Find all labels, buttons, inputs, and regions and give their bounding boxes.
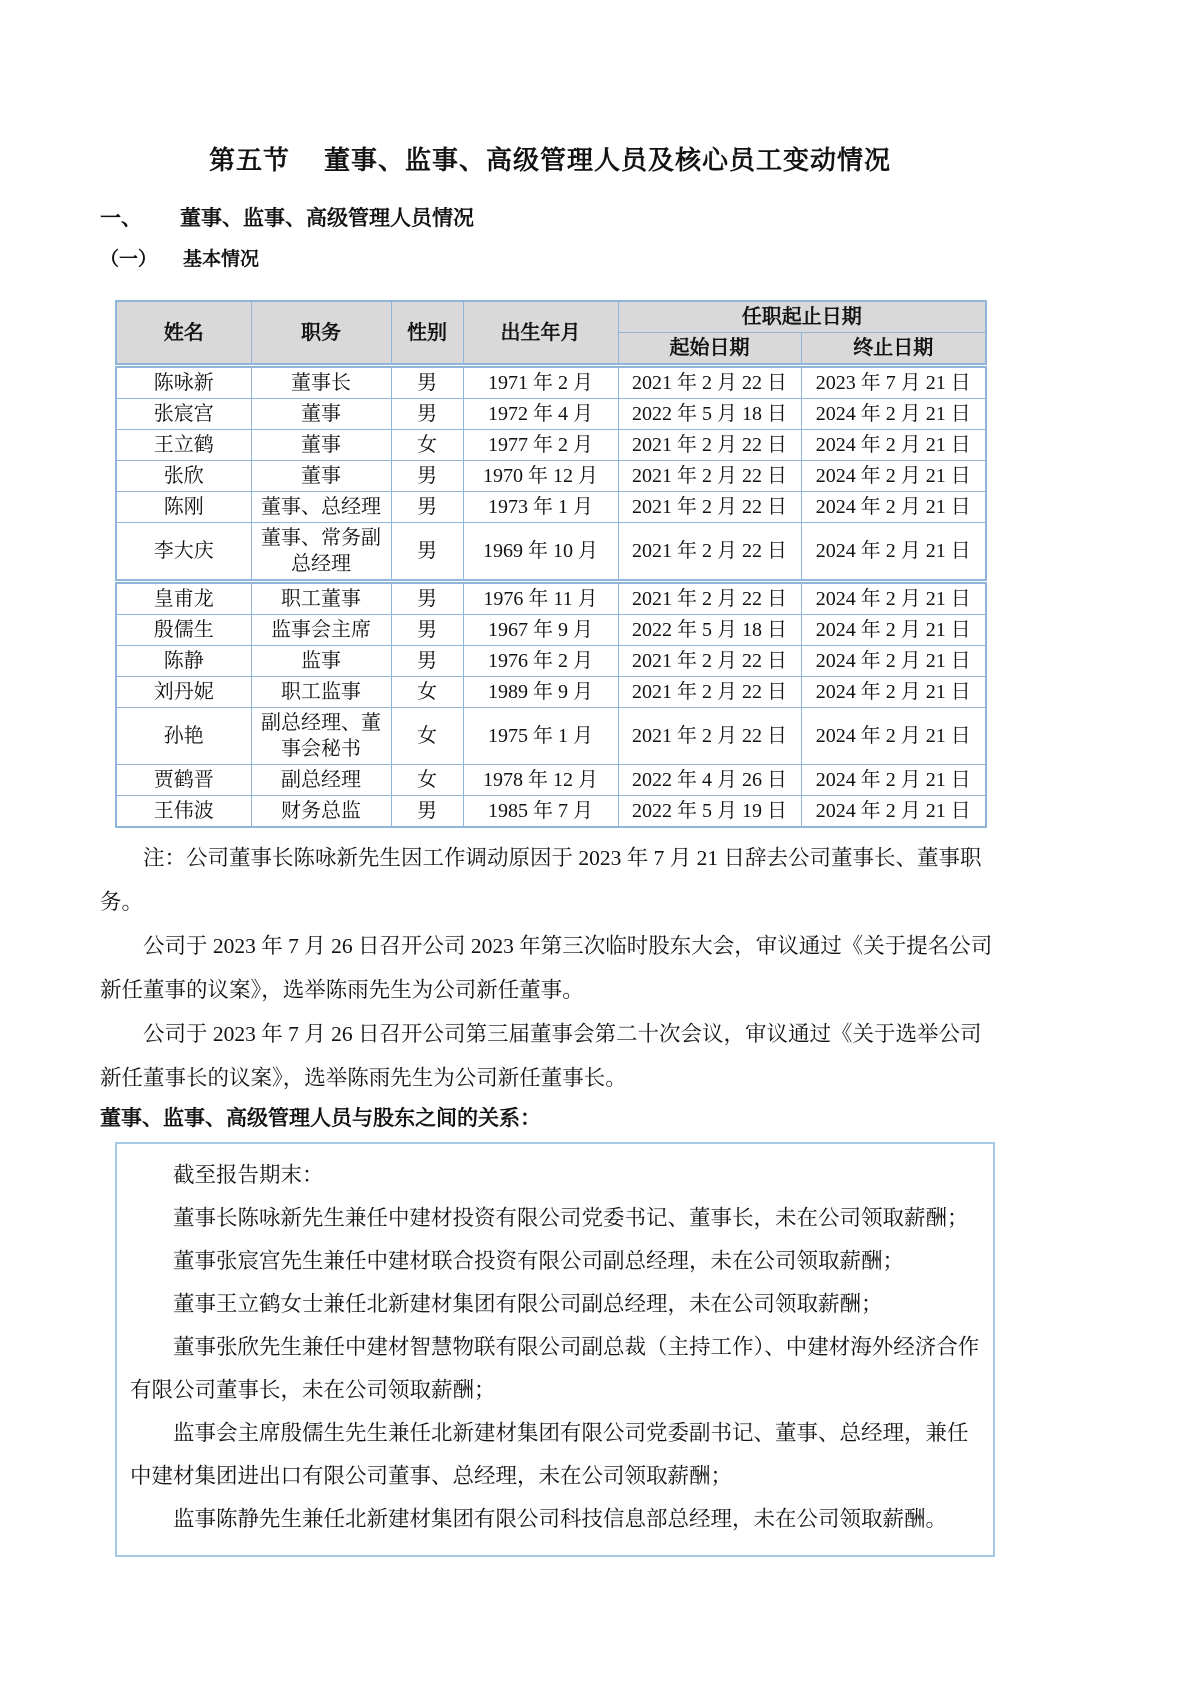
cell-position: 监事会主席 <box>251 615 391 646</box>
table-row <box>116 430 986 461</box>
cell-end-date: 2024 年 2 月 21 日 <box>801 523 986 582</box>
subsection-number: （一） <box>100 249 158 270</box>
note-paragraph: 注：公司董事长陈咏新先生因工作调动原因于 2023 年 7 月 21 日辞去公司董事长、董事职务。 <box>100 846 982 914</box>
cell-start-date: 2021 年 2 月 22 日 <box>618 492 801 523</box>
cell-birth: 1975 年 1 月 <box>463 708 618 765</box>
cell-name: 陈咏新 <box>116 366 251 399</box>
cell-position: 董事、总经理 <box>251 492 391 523</box>
table-row <box>116 492 986 523</box>
table-row <box>116 708 986 765</box>
cell-name: 殷儒生 <box>116 615 251 646</box>
cell-start-date: 2021 年 2 月 22 日 <box>618 646 801 677</box>
cell-birth: 1973 年 1 月 <box>463 492 618 523</box>
officers-table <box>115 300 987 828</box>
cell-end-date: 2024 年 2 月 21 日 <box>801 399 986 430</box>
cell-end-date: 2024 年 2 月 21 日 <box>801 796 986 828</box>
cell-gender: 男 <box>391 461 463 492</box>
col-position: 职务 <box>251 301 391 366</box>
col-birth: 出生年月 <box>463 301 618 366</box>
subsection-heading <box>100 246 1000 274</box>
cell-name: 陈刚 <box>116 492 251 523</box>
table-row <box>116 646 986 677</box>
cell-name: 陈静 <box>116 646 251 677</box>
cell-gender: 男 <box>391 582 463 615</box>
cell-position: 副总经理 <box>251 765 391 796</box>
table-row <box>116 461 986 492</box>
relation-paragraph: 董事张欣先生兼任中建材智慧物联有限公司副总裁（主持工作）、中建材海外经济合作有限公司董事长，未在公司领取薪酬； <box>130 1335 980 1402</box>
relations-box <box>115 1142 995 1557</box>
cell-position: 董事长 <box>251 366 391 399</box>
cell-gender: 男 <box>391 646 463 677</box>
cell-gender: 女 <box>391 677 463 708</box>
cell-gender: 男 <box>391 399 463 430</box>
relation-paragraph: 董事王立鹤女士兼任北新建材集团有限公司副总经理，未在公司领取薪酬； <box>173 1292 883 1316</box>
cell-position: 财务总监 <box>251 796 391 828</box>
cell-gender: 女 <box>391 765 463 796</box>
section-label: 董事、监事、高级管理人员情况 <box>180 207 474 230</box>
relation-paragraph: 监事会主席殷儒生先生兼任北新建材集团有限公司党委副书记、董事、总经理，兼任中建材集团进出口有限公司董事、总经理，未在公司领取薪酬； <box>130 1421 969 1488</box>
table-row <box>116 399 986 430</box>
table-row <box>116 796 986 828</box>
cell-position: 职工监事 <box>251 677 391 708</box>
subsection-label: 基本情况 <box>183 249 260 270</box>
cell-end-date: 2024 年 2 月 21 日 <box>801 492 986 523</box>
cell-start-date: 2022 年 5 月 19 日 <box>618 796 801 828</box>
cell-gender: 女 <box>391 430 463 461</box>
relation-paragraph: 监事陈静先生兼任北新建材集团有限公司科技信息部总经理，未在公司领取薪酬。 <box>173 1507 948 1531</box>
cell-position: 董事 <box>251 430 391 461</box>
cell-name: 贾鹤晋 <box>116 765 251 796</box>
cell-start-date: 2021 年 2 月 22 日 <box>618 430 801 461</box>
table-row <box>116 366 986 399</box>
cell-start-date: 2021 年 2 月 22 日 <box>618 366 801 399</box>
cell-birth: 1970 年 12 月 <box>463 461 618 492</box>
cell-end-date: 2024 年 2 月 21 日 <box>801 708 986 765</box>
note-paragraph: 公司于 2023 年 7 月 26 日召开公司 2023 年第三次临时股东大会，审议通过《关于提名公司新任董事的议案》，选举陈雨先生为公司新任董事。 <box>100 934 993 1002</box>
cell-position: 董事、常务副总经理 <box>251 523 391 582</box>
col-name: 姓名 <box>116 301 251 366</box>
cell-name: 王伟波 <box>116 796 251 828</box>
cell-gender: 女 <box>391 708 463 765</box>
cell-gender: 男 <box>391 523 463 582</box>
table-row <box>116 765 986 796</box>
cell-start-date: 2021 年 2 月 22 日 <box>618 461 801 492</box>
cell-start-date: 2022 年 4 月 26 日 <box>618 765 801 796</box>
cell-birth: 1976 年 2 月 <box>463 646 618 677</box>
cell-birth: 1976 年 11 月 <box>463 582 618 615</box>
cell-position: 副总经理、董事会秘书 <box>251 708 391 765</box>
col-start-date: 起始日期 <box>618 333 801 366</box>
cell-end-date: 2024 年 2 月 21 日 <box>801 430 986 461</box>
note-paragraph: 公司于 2023 年 7 月 26 日召开公司第三届董事会第二十次会议，审议通过《关于选举公司新任董事长的议案》，选举陈雨先生为公司新任董事长。 <box>100 1022 982 1090</box>
table-row <box>116 615 986 646</box>
notes-section <box>100 836 1000 1100</box>
cell-end-date: 2024 年 2 月 21 日 <box>801 677 986 708</box>
cell-name: 王立鹤 <box>116 430 251 461</box>
cell-name: 孙艳 <box>116 708 251 765</box>
cell-end-date: 2024 年 2 月 21 日 <box>801 765 986 796</box>
relation-paragraph: 董事长陈咏新先生兼任中建材投资有限公司党委书记、董事长，未在公司领取薪酬； <box>173 1206 969 1230</box>
col-end-date: 终止日期 <box>801 333 986 366</box>
cell-start-date: 2021 年 2 月 22 日 <box>618 523 801 582</box>
cell-name: 李大庆 <box>116 523 251 582</box>
page-title-number: 第五节 <box>208 145 290 175</box>
cell-gender: 男 <box>391 796 463 828</box>
cell-start-date: 2021 年 2 月 22 日 <box>618 677 801 708</box>
cell-start-date: 2021 年 2 月 22 日 <box>618 708 801 765</box>
cell-position: 监事 <box>251 646 391 677</box>
table-row <box>116 677 986 708</box>
cell-name: 皇甫龙 <box>116 582 251 615</box>
cell-birth: 1972 年 4 月 <box>463 399 618 430</box>
relation-paragraph: 截至报告期末： <box>173 1163 324 1187</box>
cell-gender: 男 <box>391 366 463 399</box>
cell-gender: 男 <box>391 492 463 523</box>
table-row <box>116 523 986 582</box>
cell-name: 张宸宫 <box>116 399 251 430</box>
page-title <box>100 140 1000 180</box>
cell-birth: 1971 年 2 月 <box>463 366 618 399</box>
cell-name: 刘丹妮 <box>116 677 251 708</box>
section-number: 一、 <box>100 207 142 230</box>
officers-table-header <box>116 301 986 366</box>
officers-table-body <box>116 366 986 828</box>
table-row <box>116 582 986 615</box>
cell-end-date: 2024 年 2 月 21 日 <box>801 646 986 677</box>
cell-end-date: 2024 年 2 月 21 日 <box>801 582 986 615</box>
cell-gender: 男 <box>391 615 463 646</box>
cell-birth: 1989 年 9 月 <box>463 677 618 708</box>
cell-birth: 1978 年 12 月 <box>463 765 618 796</box>
col-tenure: 任职起止日期 <box>618 301 986 333</box>
relations-heading: 董事、监事、高级管理人员与股东之间的关系： <box>100 1107 541 1130</box>
section-heading <box>100 204 1000 234</box>
cell-start-date: 2022 年 5 月 18 日 <box>618 399 801 430</box>
cell-end-date: 2024 年 2 月 21 日 <box>801 461 986 492</box>
cell-birth: 1969 年 10 月 <box>463 523 618 582</box>
cell-position: 董事 <box>251 461 391 492</box>
cell-birth: 1985 年 7 月 <box>463 796 618 828</box>
page-title-text: 董事、监事、高级管理人员及核心员工变动情况 <box>324 145 892 175</box>
cell-name: 张欣 <box>116 461 251 492</box>
cell-end-date: 2023 年 7 月 21 日 <box>801 366 986 399</box>
cell-birth: 1967 年 9 月 <box>463 615 618 646</box>
cell-position: 职工董事 <box>251 582 391 615</box>
cell-end-date: 2024 年 2 月 21 日 <box>801 615 986 646</box>
cell-position: 董事 <box>251 399 391 430</box>
cell-start-date: 2021 年 2 月 22 日 <box>618 582 801 615</box>
relation-paragraph: 董事张宸宫先生兼任中建材联合投资有限公司副总经理，未在公司领取薪酬； <box>173 1249 905 1273</box>
cell-birth: 1977 年 2 月 <box>463 430 618 461</box>
cell-start-date: 2022 年 5 月 18 日 <box>618 615 801 646</box>
col-gender: 性别 <box>391 301 463 366</box>
